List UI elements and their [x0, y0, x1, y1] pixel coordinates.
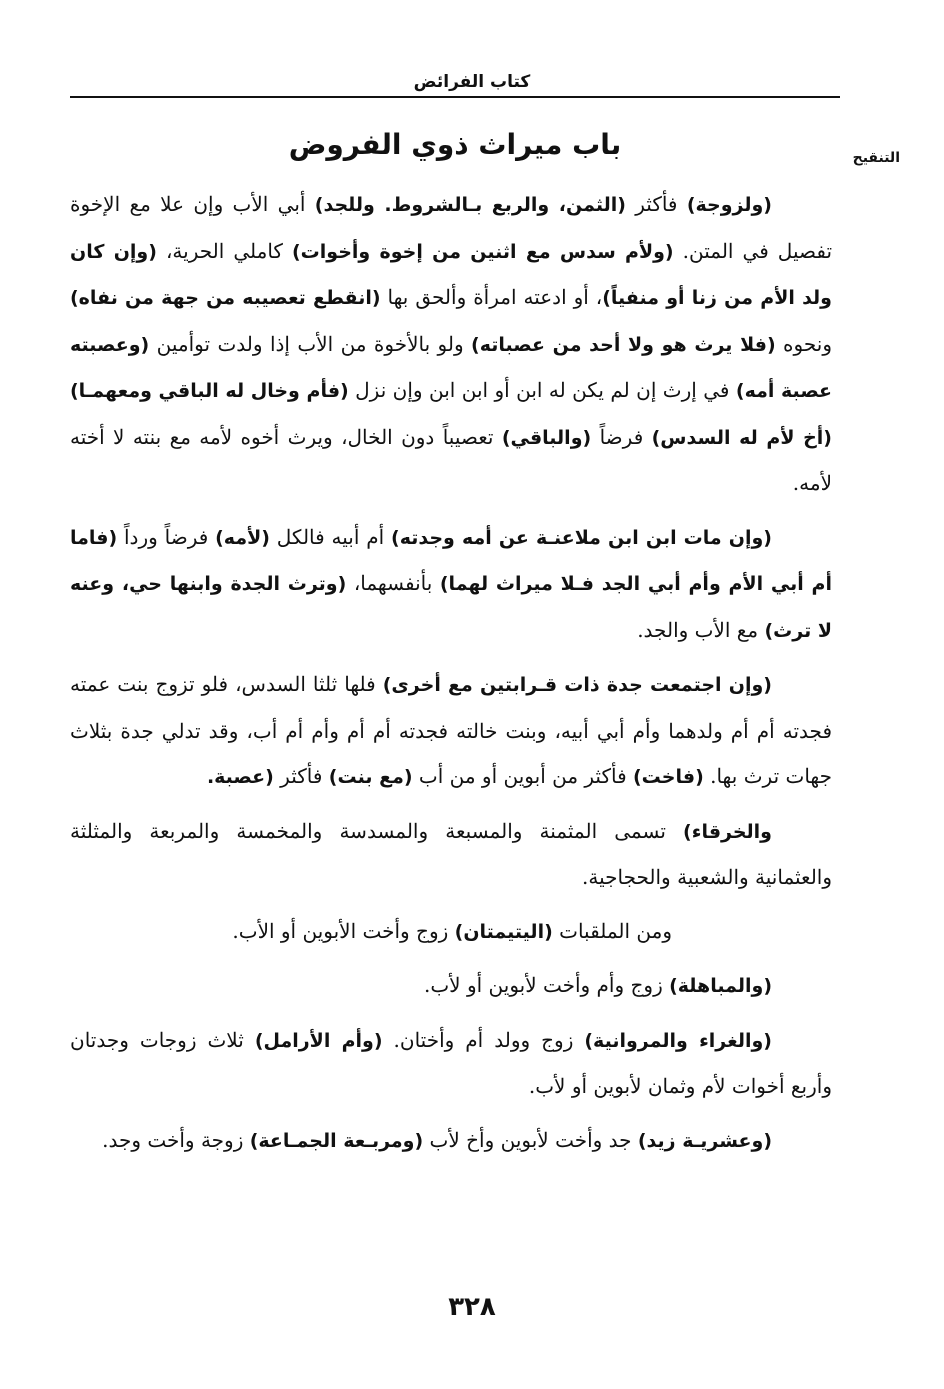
matn-text: (ومربـعة الجمـاعة) — [249, 1129, 424, 1152]
commentary-text: أبي الأب وإن علا مع الإخوة تفصيل في المتن. — [70, 192, 833, 263]
matn-text: (وعشريـة زيد) — [637, 1129, 772, 1152]
matn-text: (الثمن، والربع بـالشروط. وللجد) — [314, 194, 626, 216]
commentary-text: كاملي الحرية، — [156, 238, 292, 263]
commentary-text: ولو بالأخوة من الأب إذا ولدت توأمين — [149, 331, 472, 356]
matn-text: (مع بنت) — [328, 766, 413, 788]
commentary-text: ثلاث زوجات وجدتان وأربع أخوات لأم وثمان لأبوين أو لأب. — [70, 1027, 832, 1098]
matn-text: (وإن كان ولد الأم من زنا أو منفياً) — [70, 240, 832, 309]
paragraph — [70, 909, 832, 956]
body-text — [70, 182, 832, 1172]
matn-text: (وترث الجدة وابنها حي، وعنه لا ترث) — [70, 573, 832, 642]
matn-text: (والباقي) — [501, 426, 592, 449]
commentary-text: في إرث إن لم يكن له ابن أو ابن ابن وإن نزل — [348, 378, 736, 402]
commentary-text: ، أو ادعته امرأة وألحق بها — [380, 285, 603, 309]
paragraph — [70, 515, 832, 655]
commentary-text: فلها ثلثا السدس، فلو تزوج بنت عمته فجدته أم أم ولدهما وأم أبي أبيه، وبنت خالته فجدته أم أم وأم أم أب، وقد تدلي جدة بثلاث جهات ترث بها. — [70, 672, 832, 788]
paragraph — [70, 1118, 832, 1165]
paragraph — [70, 809, 832, 901]
paragraph — [70, 1018, 832, 1110]
commentary-text: ونحوه — [775, 331, 832, 356]
chapter-title: باب ميراث ذوي الفروض — [288, 128, 622, 161]
matn-text: (وأم الأرامل) — [254, 1029, 383, 1052]
matn-text: (وإن مات ابن ابن ملاعنـة عن أمه وجدته) — [391, 526, 772, 549]
commentary-text: جد وأخت لأبوين وأخ لأب — [423, 1127, 638, 1152]
commentary-text: فأكثر — [273, 764, 329, 788]
matn-text: (والمباهلة) — [669, 975, 772, 997]
matn-text: (وعصبته عصبة أمه) — [70, 333, 833, 402]
matn-text: (أخ لأم له السدس) — [651, 426, 832, 449]
matn-text: والخرقاء) — [683, 820, 772, 843]
paragraph — [70, 182, 832, 507]
commentary-text: فأكثر من أبوين أو من أب — [412, 764, 633, 788]
paragraph — [70, 963, 832, 1010]
matn-text: (انقطع تعصيبه من جهة من نفاه) — [70, 287, 381, 309]
commentary-text: ومن الملقبات — [552, 918, 672, 943]
matn-text: (فاخت) — [633, 766, 704, 788]
matn-text: (عصبة. — [206, 766, 274, 788]
matn-text: (اليتيمتان) — [454, 920, 553, 943]
matn-text: (والغراء والمروانية) — [584, 1029, 772, 1052]
matn-text: (لأمه) — [215, 526, 270, 549]
commentary-text: زوج وأخت الأبوين أو الأب. — [232, 918, 455, 943]
commentary-text: زوج وأم وأخت لأبوين أو لأب. — [424, 973, 670, 997]
commentary-text: أم أبيه فالكل — [269, 524, 392, 549]
commentary-text: بأنفسهما، — [346, 571, 440, 595]
header-rule — [70, 96, 840, 98]
commentary-text: تسمى المثمنة والمسبعة والمسدسة والمخمسة والمربعة والمثلثة والعثمانية والشعبية والحجاجية. — [70, 818, 832, 889]
matn-text: (فلا يرث هو ولا أحد من عصباته) — [471, 333, 776, 356]
matn-text: (فاما أم أبي الأم وأم أبي الجد فـلا ميراث لهما) — [70, 526, 832, 595]
commentary-text: فرضاً — [591, 424, 652, 449]
matn-text: (ولأم سدس مع اثنين من إخوة وأخوات) — [292, 240, 674, 263]
commentary-text: زوج وولد أم وأختان. — [382, 1027, 585, 1052]
commentary-text: فرضاً ورداً — [117, 524, 216, 549]
commentary-text: زوجة وأخت وجد. — [102, 1127, 250, 1152]
commentary-text: تعصيباً دون الخال، ويرث أخوه لأمه مع بنته لا أخته لأمه. — [70, 424, 832, 495]
matn-text: (وإن اجتمعت جدة ذات قـرابتين مع أخرى) — [382, 674, 772, 696]
commentary-text: مع الأب والجد. — [637, 617, 765, 642]
commentary-text: فأكثر — [625, 192, 687, 216]
paragraph — [70, 662, 832, 801]
matn-text: (ولزوجة) — [686, 194, 772, 216]
margin-note: التنقيح — [852, 150, 900, 166]
running-head: كتاب الفرائض — [413, 72, 531, 92]
page-number: ٣٢٨ — [448, 1292, 496, 1322]
matn-text: (فأم وخال له الباقي ومعهمـا) — [70, 380, 349, 402]
